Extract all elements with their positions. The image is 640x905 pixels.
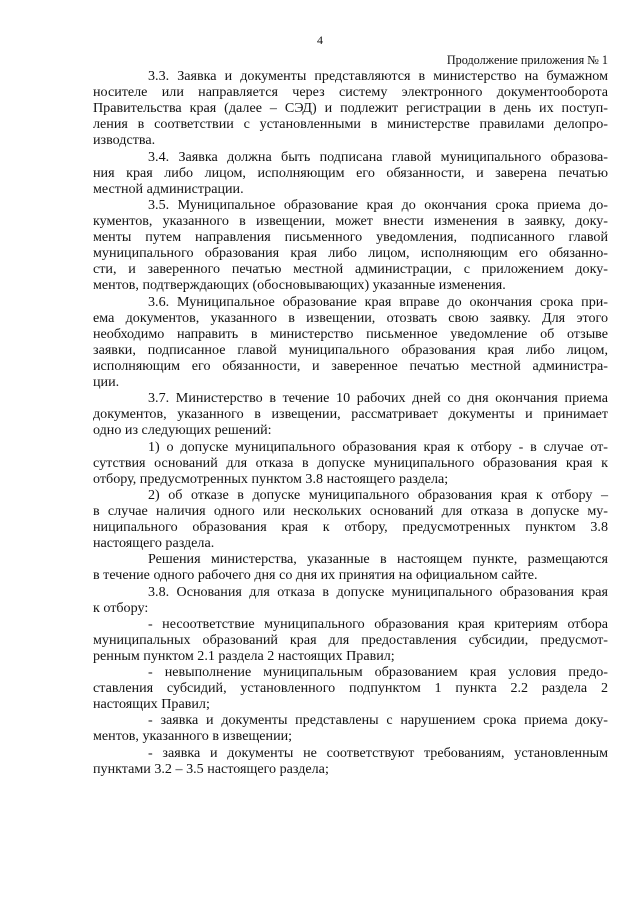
- paragraph: [93, 745, 608, 777]
- paragraph-line: 1) о допуске муниципального образования края к отбору - в случае от-: [148, 438, 608, 455]
- paragraph: [93, 551, 608, 583]
- paragraph-line: ления в соответствии с установленными в министерстве правилами делопро-: [93, 116, 608, 133]
- paragraph-line: Правительства края (далее – СЭД) и подлежит регистрации в день их поступ-: [93, 100, 608, 117]
- paragraph: [93, 390, 608, 438]
- paragraph-line: 3.7. Министерство в течение 10 рабочих дней со дня окончания приема: [148, 390, 608, 407]
- paragraph: [93, 294, 608, 391]
- paragraph-line: изводства.: [93, 132, 156, 149]
- paragraph-line: 3.5. Муниципальное образование края до окончания срока приема до-: [148, 196, 608, 213]
- paragraph-line: отбору, предусмотренных пунктом 3.8 настоящего раздела;: [93, 470, 449, 487]
- paragraph-line: пунктами 3.2 – 3.5 настоящего раздела;: [93, 760, 329, 777]
- paragraph-line: ментов, указанного в извещении;: [93, 728, 293, 745]
- paragraph-line: настоящих Правил;: [93, 696, 210, 713]
- paragraph-line: ментов, подтверждающих (обосновывающих) указанные изменения.: [93, 277, 506, 294]
- paragraph-line: местной администрации.: [93, 180, 244, 197]
- paragraph-line: в случае наличия одного или нескольких оснований для отказа в допуске му-: [93, 502, 608, 519]
- paragraph-line: ставления субсидий, установленного подпунктом 1 пункта 2.2 раздела 2: [93, 680, 608, 697]
- paragraph-line: в течение одного рабочего дня со дня их принятия на официальном сайте.: [93, 567, 538, 584]
- paragraph-line: муниципального образования края либо лицом, исполняющим его обязанно-: [93, 245, 608, 262]
- paragraph-line: сти, и заверенного печатью местной администрации, с приложением доку-: [93, 261, 608, 278]
- page-number: 4: [317, 33, 323, 47]
- paragraph-line: муниципальных образований края для предоставления субсидии, предусмот-: [93, 631, 608, 648]
- paragraph-line: носителе или направляется через систему электронного документооборота: [93, 84, 608, 101]
- paragraph-line: 3.6. Муниципальное образование края вправе до окончания срока при-: [148, 293, 608, 310]
- paragraph-line: 3.8. Основания для отказа в допуске муниципального образования края: [148, 583, 608, 600]
- paragraph-line: - несоответствие муниципального образования края критериям отбора: [148, 615, 608, 632]
- paragraph-line: ния края либо лицом, исполняющим его обязанности, и заверена печатью: [93, 164, 608, 181]
- paragraph: [93, 68, 608, 149]
- paragraph-line: 3.3. Заявка и документы представляются в министерство на бумажном: [148, 68, 608, 84]
- paragraph: [93, 487, 608, 551]
- paragraph: [93, 712, 608, 744]
- paragraph-line: ема документов, указанного в извещении, отозвать свою заявку. Для этого: [93, 309, 608, 326]
- paragraph-line: 2) об отказе в допуске муниципального образования края к отбору –: [148, 486, 608, 503]
- paragraph-line: ниципального образования края к отбору, предусмотренных пунктом 3.8: [93, 519, 608, 536]
- paragraph: [93, 197, 608, 294]
- paragraph-line: сутствия оснований для отказа в допуске муниципального образования края к: [93, 454, 608, 471]
- paragraph-line: ренным пунктом 2.1 раздела 2 настоящих Правил;: [93, 647, 395, 664]
- paragraph-line: ции.: [93, 374, 120, 391]
- paragraph: [93, 149, 608, 197]
- appendix-continuation-note: Продолжение приложения № 1: [446, 53, 608, 67]
- paragraph: [93, 616, 608, 664]
- paragraph-line: - невыполнение муниципальным образованием края условия предо-: [148, 664, 608, 681]
- paragraph-line: необходимо направить в министерство письменное уведомление об отзыве: [93, 325, 608, 342]
- document-body: [93, 68, 608, 777]
- paragraph: [93, 584, 608, 616]
- paragraph-line: - заявка и документы не соответствуют требованиям, установленным: [148, 744, 608, 761]
- paragraph: [93, 664, 608, 712]
- paragraph-line: к отбору:: [93, 599, 149, 616]
- paragraph-line: менты путем направления письменного уведомления, подписанного главой: [93, 229, 608, 246]
- paragraph-line: Решения министерства, указанные в настоящем пункте, размещаются: [148, 551, 608, 568]
- paragraph-line: документов, указанного в извещении, рассматривает документы и принимает: [93, 406, 608, 423]
- paragraph-line: - заявка и документы представлены с нарушением срока приема доку-: [148, 712, 608, 729]
- paragraph-line: заявки, подписанное главой муниципального образования края либо лицом,: [93, 341, 608, 358]
- paragraph-line: настоящего раздела.: [93, 535, 215, 552]
- paragraph-line: одно из следующих решений:: [93, 422, 272, 439]
- paragraph-line: кументов, указанного в извещении, может внести изменения в заявку, доку-: [93, 212, 608, 229]
- paragraph-line: 3.4. Заявка должна быть подписана главой муниципального образова-: [148, 148, 608, 165]
- paragraph-line: исполняющим его обязанности, и заверенное печатью местной администра-: [93, 357, 608, 374]
- paragraph: [93, 439, 608, 487]
